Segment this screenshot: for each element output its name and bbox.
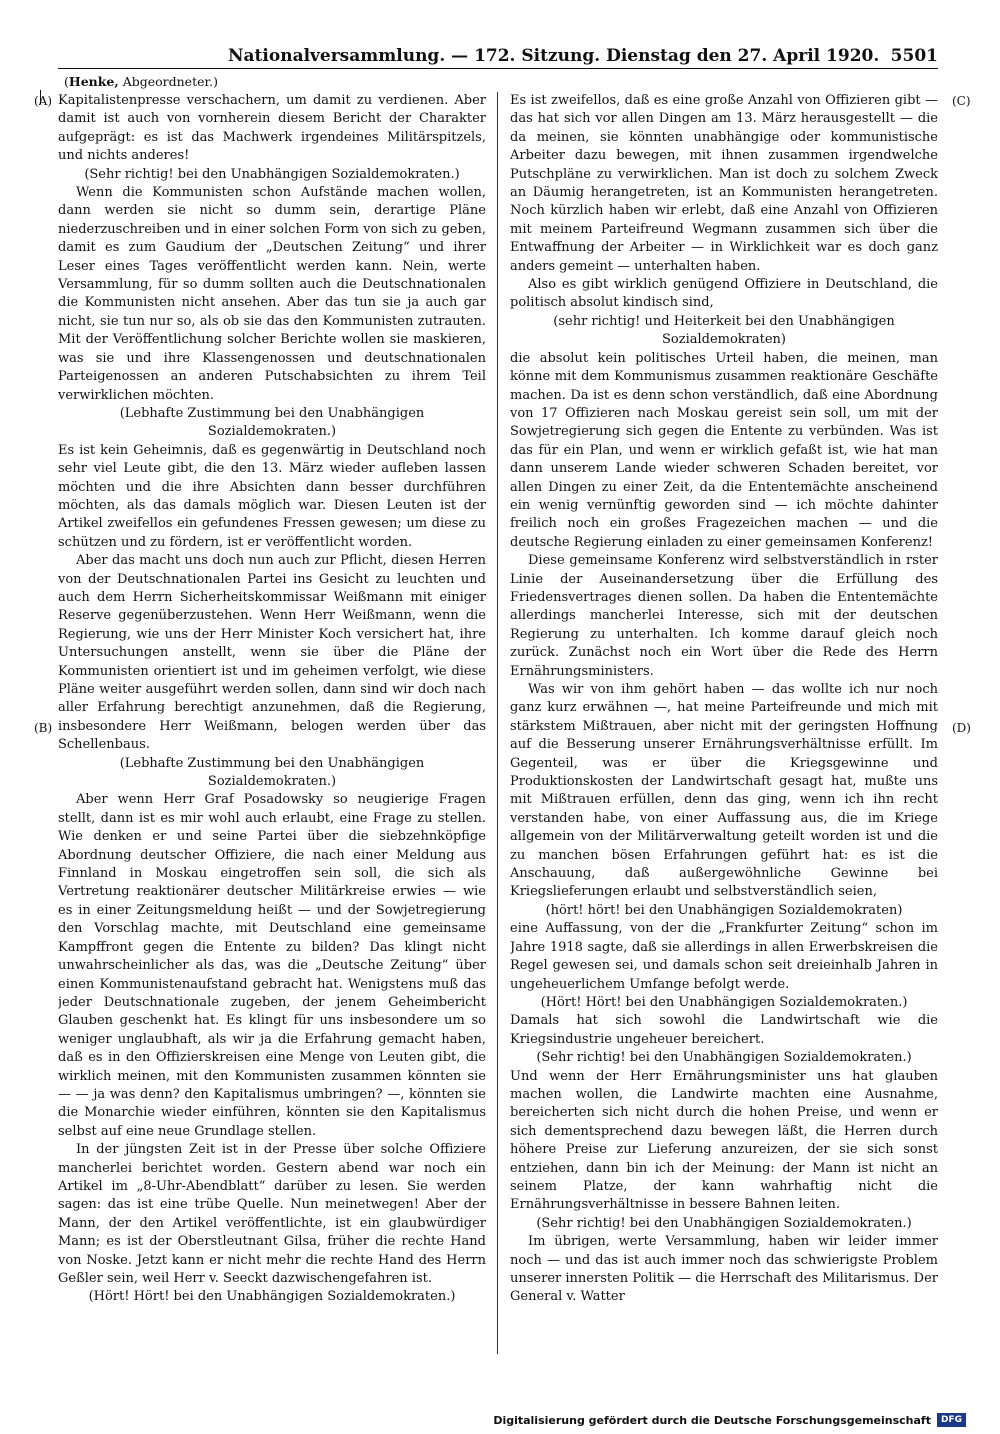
paragraph: Diese gemeinsame Konferenz wird selbstverständlich in rster Linie der Auseinandersetzung über die Erfüllung des Friedensvertrages dienen sollen. Da haben die Ententemächte allerdings mancherlei Interesse, sich mit der deutschen Regierung zu unterhalten. Ich komme darauf gleich noch zurück. Zunächst noch ein Wort über die Rede des Herrn Ernährungsministers. xyxy=(510,553,938,679)
speaker-open-paren: ( xyxy=(64,74,69,89)
paragraph: Aber das macht uns doch nun auch zur Pflicht, diesen Herren von der Deutschnationalen Partei ins Gesicht zu leuchten und auch dem Herrn Sicherheitskommissar Weißmann mit einiger Reserve gegenüberzustehen. Wenn Herr Weißmann, wenn die Regierung, wie uns der Herr Minister Koch versichert hat, ihre Untersuchungen anstellt, wenn sie über die Pläne der Kommunisten orientiert ist und im geheimen verfolgt, wie diese Pläne weiter ausgeführt werden sollen, dann sind wir doch nach aller Erfahrung berechtigt anzunehmen, daß die Regierung, insbesondere Herr Weißmann, belogen werden über das Schellenbaus. xyxy=(58,553,486,753)
paragraph: Also es gibt wirklich genügend Offiziere in Deutschland, die politisch absolut kindisch sind, xyxy=(510,277,938,311)
interjection: (Hört! Hört! bei den Unabhängigen Sozialdemokraten.) xyxy=(540,994,908,1010)
paragraph: Es ist zweifellos, daß es eine große Anzahl von Offizieren gibt — das hat sich vor allen Dingen am 13. März herausgestellt — die da meinen, sie könnten unabhängige oder kommunistische Arbeiter dazu bewegen, mit ihnen zusammen irgendwelche Putschpläne zu verwirklichen. Man ist doch zu solchem Zweck an Däumig herangetreten, ist an Kommunisten herangetreten. Noch kürzlich haben wir erlebt, daß eine Anzahl von Offizieren mit meinem Parteifreund Wegmann zusammen sich über die Entwaffnung der Arbeiter — in Wirklichkeit war es doch ganz anders gemeint — unterhalten haben. xyxy=(510,93,938,274)
paragraph: Was wir von ihm gehört haben — das wollte ich nur noch ganz kurz erwähnen —, hat meine Parteifreunde und mich mit stärkstem Mißtrauen, aber nicht mit der geringsten Hoffnung auf die Besserung unserer Ernährungsverhältnisse erfüllt. Im Gegenteil, was er über die Kriegsgewinne und Produktionskosten der Landwirtschaft gesagt hat, mußte uns mit Mißtrauen erfüllen, denn das ging, wenn ich ihn recht verstanden habe, von einer Auffassung aus, die im Kriege allgemein von der Militärverwaltung geteilt worden ist und die zu manchen bösen Erfahrungen geführt hat: es ist die Anschauung, daß außergewöhnliche Gewinne bei Kriegslieferungen erlaubt und selbstverständlich seien, xyxy=(510,682,938,900)
paragraph: Und wenn der Herr Ernährungsminister uns hat glauben machen wollen, die Landwirte machten eine Ausnahme, bereicherten sich nicht durch die hohen Preise, und wenn er sich dementsprechend dazu bewegen läßt, die Herren durch höhere Preise zur Lieferung anzureizen, der sie sich sonst entziehen, dann bin ich der Meinung: der Mann ist nicht an seinem Platze, der kann wahrhaftig nicht die Ernährungsverhältnisse in bessere Bahnen leiten. xyxy=(510,1068,938,1213)
footer-credit xyxy=(493,1413,966,1427)
paragraph: Im übrigen, werte Versammlung, haben wir leider immer noch — und das ist auch immer noch das schwierigste Problem unserer innersten Politik — die Herrschaft des Militarismus. Der General v. Watter xyxy=(510,1234,938,1305)
paragraph: In der jüngsten Zeit ist in der Presse über solche Offiziere mancherlei berichtet worden. Gestern abend war noch ein Artikel im „8-Uhr-Abendblatt“ darüber zu lesen. Sie werden sagen: das ist eine trübe Quelle. Nun meinetwegen! Aber der Mann, der den Artikel veröffentlichte, ist ein glaubwürdiger Mann; es ist der Oberstleutnant Gilsa, früher die rechte Hand von Noske. Jetzt kann er nicht mehr die rechte Hand des Herrn Geßler sein, weil Herr v. Seeckt dazwischengefahren ist. xyxy=(58,1142,486,1286)
running-title: Nationalversammlung. — 172. Sitzung. Dienstag den 27. April 1920. xyxy=(228,46,880,66)
interjection: (sehr richtig! und Heiterkeit bei den Unabhängigen Sozialdemokraten) xyxy=(553,313,895,348)
speaker-role: Abgeordneter.) xyxy=(122,74,218,89)
speaker-line xyxy=(64,74,218,89)
margin-marker-a: (A) xyxy=(34,94,53,108)
margin-marker-d: (D) xyxy=(952,721,971,735)
column-divider xyxy=(497,92,498,1354)
page-number: 5501 xyxy=(890,46,938,66)
paragraph: eine Auffassung, von der die „Frankfurter Zeitung“ schon im Jahre 1918 sagte, daß sie allerdings in allen Erwerbskreisen die Regel gewesen sei, und damals schon seit dreieinhalb Jahren in ungeheuerlichem Umfange befolgt werde. xyxy=(510,921,938,992)
paragraph: Es ist kein Geheimnis, daß es gegenwärtig in Deutschland noch sehr viel Leute gibt, die den 13. März wieder aufleben lassen möchten und die ihre Absichten dann besser durchführen möchten, als das damals möglich war. Diesen Leuten ist der Artikel zweifellos ein gefundenes Fressen gewesen; um diese zu schützen und zu fördern, ist er veröffentlicht worden. xyxy=(58,442,486,550)
margin-marker-c: (C) xyxy=(952,94,971,108)
paragraph: Aber wenn Herr Graf Posadowsky so neugierige Fragen stellt, dann ist es mir wohl auch erlaubt, eine Frage zu stellen. Wie denken er und seine Partei über die siebzehnköpfige Abordnung deutscher Offiziere, die nach einer Meldung aus Finnland in Moskau eingetroffen sein soll, die sich als Vertretung reaktionärer deutscher Militärkreise erwies — wie es in einer Zeitungsmeldung heißt — und der Sowjetregierung den Vorschlag machte, mit Deutschland eine gemeinsame Kampffront gegen die Entente zu bilden? Das klingt nicht unwahrscheinlicher als das, was die „Deutsche Zeitung“ über einen Kommunistenaufstand gebracht hat. Wenigstens muß das jeder Deutschnationale zugeben, der jenem Geheimbericht Glauben geschenkt hat. Es klingt für uns insbesondere um so weniger unglaubhaft, als wir ja die Erfahrung gemacht haben, daß es in den Offizierskreisen eine Menge von Leuten gibt, die wirklich meinen, mit den Kommunisten zusammen könnten sie — — ja was denn? den Kapitalismus umbringen? —, könnten sie die Monarchie wieder einführen, könnten sie den Kapitalismus selbst auf eine neue Grundlage stellen. xyxy=(58,792,486,1139)
left-column xyxy=(58,92,486,1354)
margin-marker-b: (B) xyxy=(34,721,53,735)
interjection: (Hört! Hört! bei den Unabhängigen Sozialdemokraten.) xyxy=(88,1289,456,1305)
footer-text: Digitalisierung gefördert durch die Deutsche Forschungsgemeinschaft xyxy=(493,1413,931,1427)
paragraph: Wenn die Kommunisten schon Aufstände machen wollen, dann werden sie nicht so dumm sein, derartige Pläne niederzuschreiben und in einer solchen Form von sich zu geben, damit es zum Gaudium der „Deutschen Zeitung“ und ihrer Leser eines Tages veröffentlicht werden kann. Nein, werte Versammlung, für so dumm sollten auch die Deutschnationalen die Kommunisten nicht ansehen. Aber das tun sie ja auch gar nicht, sie tun nur so, als ob sie das den Kommunisten zutrauten. Mit der Veröffentlichung solcher Berichte wollen sie maskieren, was sie und ihre Klassengenossen und deutschnationalen Parteigenossen an anderen Putschabsichten zu ihrem Teil verwirklichen möchten. xyxy=(58,185,486,403)
interjection: (hört! hört! bei den Unabhängigen Sozialdemokraten) xyxy=(545,902,903,918)
interjection: (Sehr richtig! bei den Unabhängigen Sozialdemokraten.) xyxy=(536,1050,912,1066)
interjection: (Sehr richtig! bei den Unabhängigen Sozialdemokraten.) xyxy=(84,166,460,182)
dfg-logo: DFG xyxy=(937,1413,966,1427)
interjection: (Lebhafte Zustimmung bei den Unabhängigen Sozialdemokraten.) xyxy=(119,405,425,440)
speaker-name: Henke, xyxy=(68,74,119,89)
page-header xyxy=(58,46,938,69)
paragraph: Damals hat sich sowohl die Landwirtschaft wie die Kriegsindustrie ungeheuer bereichert. xyxy=(510,1013,938,1047)
interjection: (Sehr richtig! bei den Unabhängigen Sozialdemokraten.) xyxy=(536,1215,912,1231)
right-column xyxy=(510,92,938,1354)
paragraph: die absolut kein politisches Urteil haben, die meinen, man könne mit dem Kommunismus zusammen reaktionäre Geschäfte machen. Da ist es denn schon verständlich, daß eine Abordnung von 17 Offizieren nach Moskau gereist sein soll, um mit der Sowjetregierung sich gegen die Entente zu verbünden. Was ist das für ein Plan, und wenn er wirklich gefaßt ist, wie hat man dann unserem Lande wieder schweren Schaden bereitet, vor allen Dingen zu einer Zeit, da die Ententemächte anscheinend ein wenig vernünftig geworden sind — ich möchte dahinter freilich noch ein großes Fragezeichen machen — und die deutsche Regierung einladen zu einer gemeinsamen Konferenz! xyxy=(510,350,938,550)
paragraph: Kapitalistenpresse verschachern, um damit zu verdienen. Aber damit ist auch von vornherein diesem Bericht der Charakter aufgeprägt: es ist das Machwerk irgendeines Militärspitzels, und nichts anderes! xyxy=(58,93,486,164)
interjection: (Lebhafte Zustimmung bei den Unabhängigen Sozialdemokraten.) xyxy=(119,755,425,790)
